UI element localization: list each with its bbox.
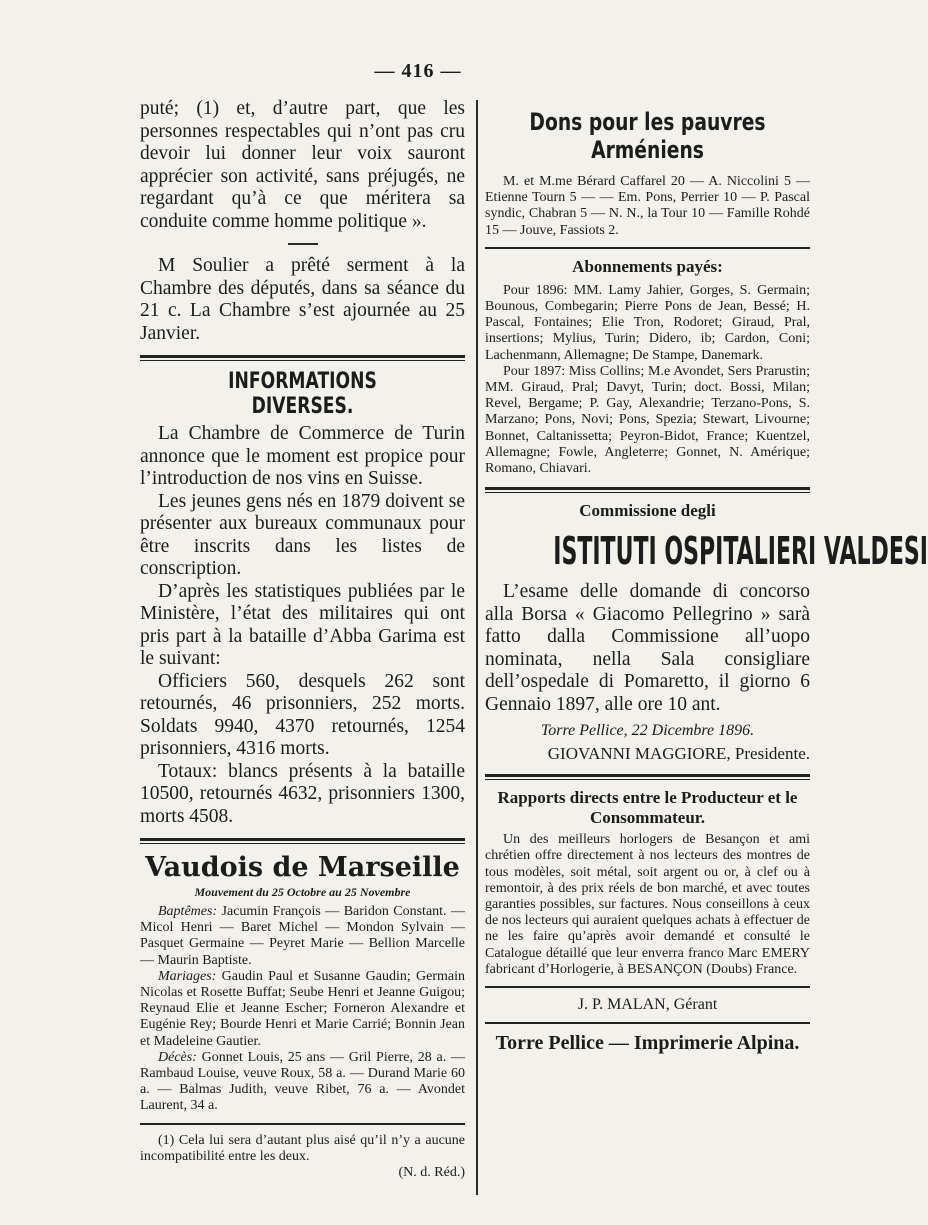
vaudois-subtitle: Mouvement du 25 Octobre au 25 Novembre <box>194 885 411 899</box>
vaudois-heading: Vaudois de Marseille <box>145 852 460 883</box>
abonnements-1896: Pour 1896: MM. Lamy Jahier, Gorges, S. Germain; Bounous, Combegarin; Pierre Pons de Jean, Bessé; H. Pascal, Fontaines; Elie Tron, Rodoret; Giraud, Pral, insertions; Mylius, Turin; Didero, ib; Cardon, Coni; Lachenmann, Allemagne; De Stampe, Danemark. <box>485 282 810 363</box>
dons-paragraph: M. et M.me Bérard Caffarel 20 — A. Niccolini 5 — Etienne Tourn 5 — — Em. Pons, Perrier 10 — P. Pascal syndic, Chabran 5 — N. N., la Tour 10 — Famille Rohdé 15 — Jouve, Fassiots 2. <box>485 174 810 238</box>
rapports-heading: Rapports directs entre le Producteur et le Consommateur. <box>497 788 798 828</box>
page-number: — 416 — <box>374 60 462 82</box>
istituti-place-date: Torre Pellice, 22 Dicembre 1896. <box>540 722 755 740</box>
intro-paragraph: puté; (1) et, d’autre part, que les personnes respectables qui n’ont pas cru devoir lui donner leur voix sauront apprécier son activité, sans préjugés, ne regardant qu’à ce que méritera sa conduite comme homme politique ». <box>140 98 465 232</box>
istituti-paragraph: L’esame delle domande di concorso alla Borsa « Giacomo Pellegrino » sarà fatto dalla Commissione all’uopo nominata, nella Sala consigliare dell’ospedale di Pomaretto, il giorno 6 Gennaio 1897, alle ore 10 ant. <box>485 581 810 715</box>
right-column <box>485 98 928 1205</box>
mariages-label: Mariages: <box>158 968 217 984</box>
column-divider <box>476 100 478 1195</box>
gerant-line: J. P. MALAN, Gérant <box>577 996 718 1014</box>
baptemes-text: Jacumin François — Baridon Constant. — Micol Henri — Baret Michel — Mondon Sylvain — Pasquet Germaine — Peyret Marie — Bellion Marcelle — Maurin Baptiste. <box>140 904 465 968</box>
deces-label: Décès: <box>158 1049 197 1065</box>
commissione-heading: Commissione degli <box>579 501 716 521</box>
soulier-paragraph: M Soulier a prêté serment à la Chambre des députés, dans sa séance du 21 c. La Chambre s’est ajournée au 25 Janvier. <box>140 255 465 344</box>
left-column <box>140 98 465 1205</box>
section-divider <box>485 986 810 988</box>
baptemes-paragraph <box>140 904 465 969</box>
deces-paragraph <box>140 1050 465 1115</box>
abonnements-heading: Abonnements payés: <box>572 256 723 276</box>
info-paragraph: D’après les statistiques publiées par le Ministère, l’état des militaires qui ont pris part à la bataille d’Abba Garima est le suivant: <box>140 580 465 669</box>
info-paragraph: Officiers 560, desquels 262 sont retournés, 46 prisonniers, 252 morts. Soldats 9940, 4370 retournés, 1254 prisonniers, 4316 morts. <box>140 670 465 759</box>
section-divider <box>140 355 465 361</box>
abonnements-1897: Pour 1897: Miss Collins; M.e Avondet, Sers Prarustin; MM. Giraud, Pral; Davyt, Turin; doct. Bossi, Milan; Revel, Bergame; P. Gay, Alexandrie; Terzano-Pons, S. Marzano; Pons, Novi; Pons, Spezia; Stewart, Livourne; Bonnet, Caltanissetta; Peyron-Bidot, France; Kuentzel, Allemagne; Fowle, Angleterre; Gonnet, N. Amérique; Romano, Chiavari. <box>485 363 810 477</box>
rapports-paragraph: Un des meilleurs horlogers de Besançon et ami chrétien offre directement à nos lecteurs des montres de tous modèles, soit métal, soit argent ou or, à clef ou à remontoir, à des prix réels de bon marché, et avec toutes garanties possibles, sur factures. Nous conseillons à ceux de nos lecteurs qui auraient quelques achats à effectuer de ne les faire qu’après avoir demandé et consulté le Catalogue détaillé que leur enverra franco Marc EMERY fabricant d’Horlogerie, à BESANÇON (Doubs) France. <box>485 832 810 977</box>
info-paragraph: Totaux: blancs présents à la bataille 10500, retournés 4632, prisonniers 1300, morts 4508. <box>140 760 465 827</box>
section-divider <box>485 774 810 780</box>
istituti-heading: ISTITUTI OSPITALIERI VALDESI <box>553 529 928 574</box>
deces-text: Gonnet Louis, 25 ans — Gril Pierre, 28 a. — Rambaud Louise, veuve Roux, 58 a. — Durand Marie 60 a. — Balmas Judith, veuve Ribet, 76 a. — Avondet Laurent, 34 a. <box>140 1049 465 1114</box>
info-paragraph: La Chambre de Commerce de Turin annonce que le moment est propice pour l’introduction de nos vins en Suisse. <box>140 423 465 489</box>
baptemes-label: Baptêmes: <box>158 904 218 919</box>
section-divider <box>485 247 810 249</box>
imprimerie-line: Torre Pellice — Imprimerie Alpina. <box>495 1032 800 1055</box>
istituti-signature: GIOVANNI MAGGIORE, Presidente. <box>547 744 810 764</box>
section-divider <box>485 487 810 493</box>
section-divider <box>140 838 465 844</box>
section-divider <box>140 1123 465 1125</box>
dons-heading: Dons pour les pauvres Arméniens <box>529 108 766 164</box>
informations-heading: INFORMATIONS DIVERSES. <box>228 369 377 419</box>
info-paragraph: Les jeunes gens nés en 1879 doivent se présenter aux bureaux communaux pour être inscrits dans les listes de conscription. <box>140 490 465 579</box>
mariages-text: Gaudin Paul et Susanne Gaudin; Germain Nicolas et Rosette Buffat; Seube Henri et Jeanne Guigou; Reynaud Elie et Jeanne Escher; Forneron Alexandre et Eugénie Rey; Bourde Henri et Marie Carrié; Bonnin Jean et Madeleine Gautier. <box>140 968 465 1049</box>
footnote-signature: (N. d. Réd.) <box>398 1164 465 1180</box>
footnote: (1) Cela lui sera d’autant plus aisé qu’il n’y a aucune incompatibilité entre les deux. <box>140 1132 465 1164</box>
mariages-paragraph <box>140 969 465 1050</box>
section-divider <box>485 1022 810 1024</box>
section-divider <box>288 243 318 245</box>
